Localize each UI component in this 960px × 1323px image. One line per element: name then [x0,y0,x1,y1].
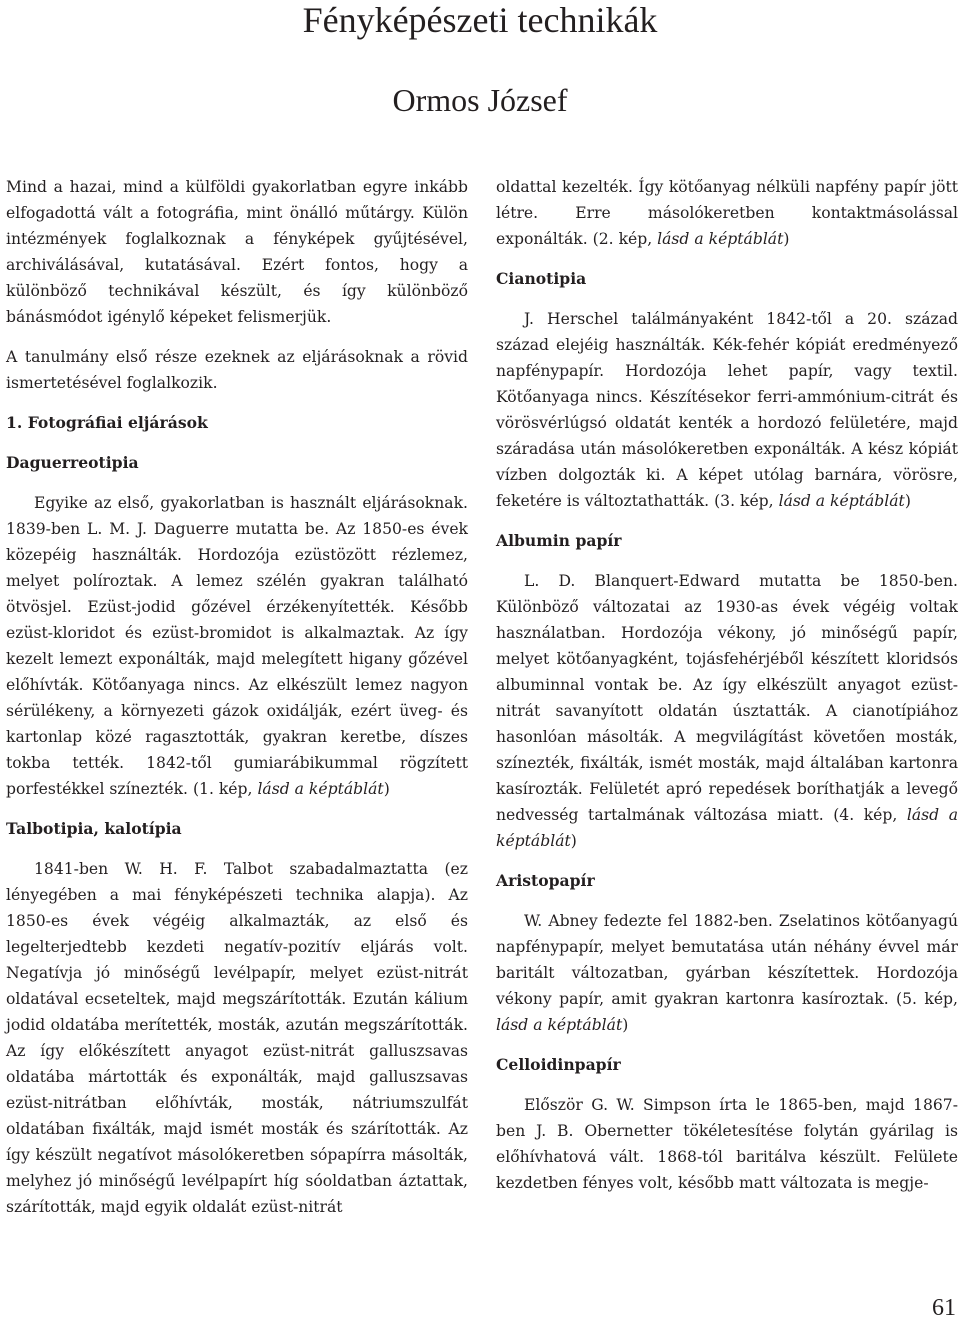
aristopapir-paragraph [496,908,958,1038]
subsection-heading-cianotipia: Cianotipia [496,269,587,288]
page-number: 61 [932,1295,956,1321]
aristopapir-text: W. Abney fedezte fel 1882-ben. Zselatinos kötőanyagú napfénypapír, melyet bemutatása után néhány évvel már baritált változatban, gyárban készítettek. Hordozója vékony papír, amit gyakran kartonra kasíroztak. (5. kép, [496,912,958,1008]
subsection-heading-daguerreotipia: Daguerreotipia [6,453,139,472]
paren-close: ) [904,492,911,510]
subsection-heading-celloidinpapir: Celloidinpapír [496,1055,621,1074]
celloidinpapir-paragraph: Először G. W. Simpson írta le 1865-ben, majd 1867-ben J. B. Obernetter tökéletesítése folytán gyárilag is előhívhatová vált. 1868-tól baritálva készült. Felülete kezdetben fényes volt, később matt változata is megje- [496,1096,958,1192]
intro-paragraph: Mind a hazai, mind a külföldi gyakorlatban egyre inkább elfogadottá vált a fotográfia, mint önálló műtárgy. Külön intézmények foglalkoznak a fényképek gyűjtésével, archiválásával, kutatásával. Ezért fontos, hogy a különböző technikával készült, és így különböző bánásmódot igénylő képeket felismerjük. [6,178,468,326]
left-column [6,174,468,1234]
paren-close: ) [570,832,577,850]
article-title: Fényképészeti technikák [302,0,658,40]
continued-text: oldattal kezelték. Így kötőanyag nélküli napfény papír jött létre. Erre másolókeretben kontaktmásolással exponálták. (2. kép, [496,178,958,248]
article-author: Ormos József [392,82,568,118]
albumin-paragraph [496,568,958,854]
figure-reference: lásd a képtáblát [657,230,784,248]
continued-paragraph [496,174,958,252]
paren-close: ) [622,1016,629,1034]
cianotipia-paragraph [496,306,958,514]
paren-close: ) [383,780,390,798]
subsection-heading-talbotipia: Talbotipia, kalotípia [6,819,182,838]
figure-reference: lásd a képtáblát [496,806,958,850]
talbotipia-paragraph: 1841-ben W. H. F. Talbot szabadalmaztatta (ez lényegében a mai fényképészeti technika alapja). Az 1850-es évek végéig alkalmazták, az első és legelterjedtebb kezdeti negatív-pozitív eljárás volt. Negatívja jó minőségű levélpapír, melyet ezüst-nitrát oldatával ecseteltek, majd megszárították. Ezután kálium jodid oldatába merítették, mosták, azután megszárították. Az így előkészített anyagot ezüst-nitrát galluszsavas oldatába mártották és exponálták, majd galluszsavas ezüst-nitrátban előhívták, mosták, nátriumszulfát oldatában fixálták, majd ismét mosták és szárították. Az így készült negatívot másolókeretben sópapírra másolták, melyhez jó minőségű levélpapírt híg sóoldatban áztattak, szárították, majd egyik oldalát ezüst-nitrát [6,860,468,1216]
section-heading: 1. Fotográfiai eljárások [6,413,208,432]
figure-reference: lásd a képtáblát [778,492,905,510]
figure-reference: lásd a képtáblát [257,780,384,798]
daguerreotipia-text: Egyike az első, gyakorlatban is használt eljárásoknak. 1839-ben L. M. J. Daguerre mutatta be. Az 1850-es évek közepéig használták. Hordozója ezüstözött rézlemez, melyet políroztak. A lemez szélén gyakran található ötvösjel. Ezüst-jodid gőzével érzékenyítették. Később ezüst-kloridot és ezüst-bromidot is alkalmaztak. Az így kezelt lemezt exponálták, majd melegített higany gőzével előhívták. Kötőanyaga nincs. Az elkészült lemez nagyon sérülékeny, a környezeti gázok oxidálják, ezért üveg- és kartonlap közé ragasztották, gyakran keretbe, díszes tokba tették. 1842-től gumiarábikummal rögzített porfestékkel színezték. (1. kép, [6,494,468,798]
albumin-text: L. D. Blanquert-Edward mutatta be 1850-ben. Különböző változatai az 1930-as évek végéig voltak használatban. Hordozója vékony, jó minőségű papír, melyet kötőanyagként, tojásfehérjéből készített kloridsós albuminnal vontak be. Az így elkészült anyagot ezüst-nitrát savanyított oldatán úsztatták. A cianotípiához hasonlóan másolták. A megvilágítást követően mosták, színezték, fixálták, ismét mosták, majd általában kartonra kasírozták. Felületét apró repedések boríthatják a levegő nedvesség tartalmának változása miatt. (4. kép, [496,572,958,824]
right-column [496,174,958,1210]
subsection-heading-aristopapir: Aristopapír [496,871,595,890]
subsection-heading-albumin: Albumin papír [496,531,622,550]
intro-paragraph-2: A tanulmány első része ezeknek az eljárásoknak a rövid ismertetésével foglalkozik. [6,348,468,392]
cianotipia-text: J. Herschel találmányaként 1842-től a 20. század század elejéig használták. Kék-fehér kópiát eredményező napfénypapír. Hordozója lehet papír, vagy textil. Kötőanyaga nincs. Készítésekor ferri-ammónium-citrát és vörösvérlúgsó oldatát kenték a hordozó felületére, majd száradása után másolókeretben exponálták. A kész kópiát vízben dolgozták ki. A képet utólag barnára, vörösre, feketére is változtathatták. (3. kép, [496,310,958,510]
daguerreotipia-paragraph [6,490,468,802]
paren-close: ) [783,230,790,248]
figure-reference: lásd a képtáblát [496,1016,623,1034]
